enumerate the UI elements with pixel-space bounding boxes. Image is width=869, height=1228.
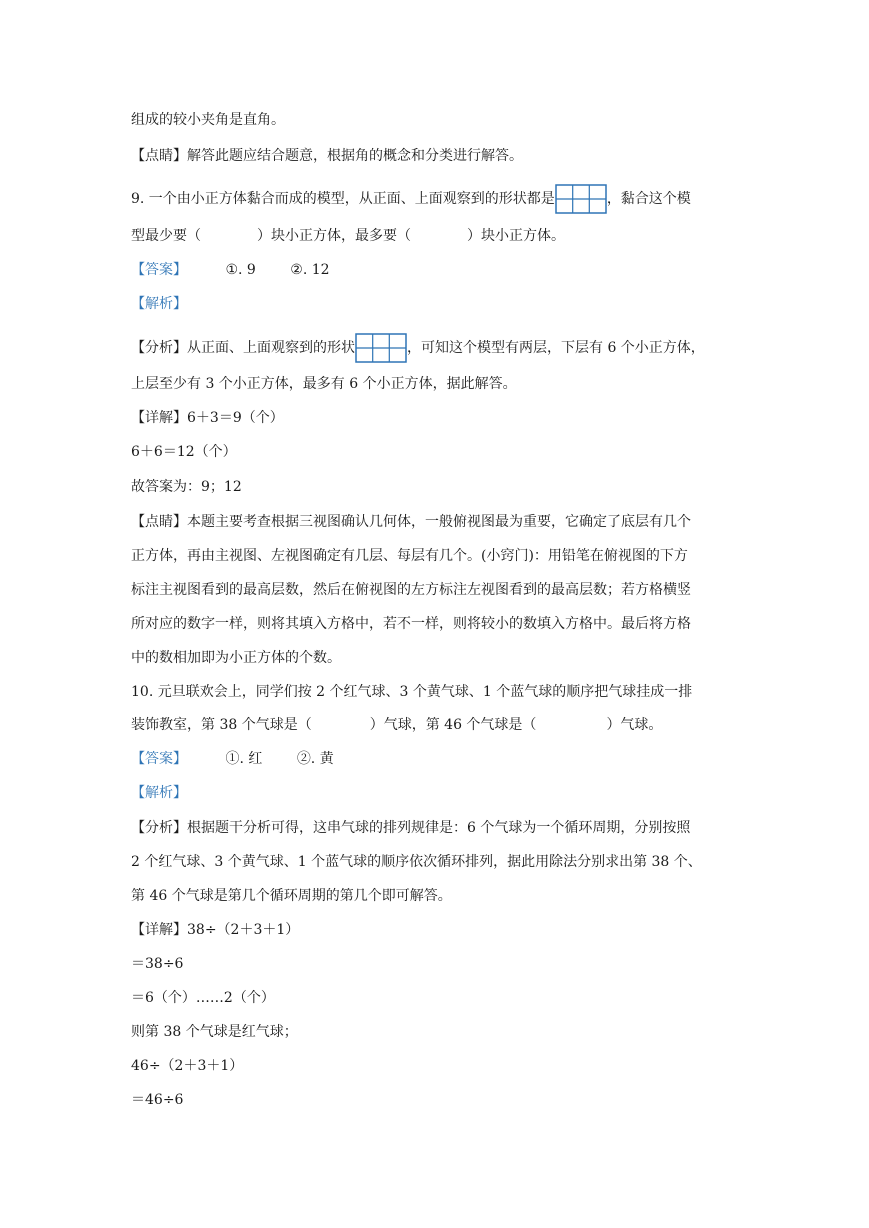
- three-square-grid-figure: [555, 184, 607, 214]
- question-9-text: 9. 一个由小正方体黏合而成的模型，从正面、上面观察到的形状都是: [131, 191, 555, 207]
- text-line: ＝6（个）……2（个）: [131, 990, 275, 1006]
- text-line: 故答案为：9；12: [131, 479, 242, 495]
- text-segment: 型最少要（: [131, 228, 201, 244]
- text-line: 6＋6＝12（个）: [131, 444, 237, 460]
- text-line: ＝38÷6: [131, 956, 184, 972]
- text-line: 【点睛】本题主要考查根据三视图确认几何体，一般俯视图最为重要，它确定了底层有几个: [131, 514, 691, 530]
- answer-10-line: [131, 749, 334, 769]
- text-line: 标注主视图看到的最高层数，然后在俯视图的左方标注左视图看到的最高层数；若方格横竖: [131, 582, 691, 598]
- text-line: 则第 38 个气球是红气球；: [131, 1024, 298, 1040]
- text-line: 中的数相加即为小正方体的个数。: [131, 650, 341, 666]
- text-line: 46÷（2＋3＋1）: [131, 1058, 244, 1074]
- text-line: ＝46÷6: [131, 1092, 184, 1108]
- text-segment: ，可知这个模型有两层，下层有 6 个小正方体，: [407, 340, 705, 356]
- answer-value: ①. 9: [225, 262, 256, 278]
- text-segment: 【分析】从正面、上面观察到的形状: [131, 340, 355, 356]
- answer-tag: 【答案】: [131, 262, 187, 278]
- answer-tag: 【答案】: [131, 751, 187, 767]
- answer-9-line: [131, 260, 330, 280]
- text-line: 第 46 个气球是第几个循环周期的第几个即可解答。: [131, 888, 452, 904]
- text-segment: ）块小正方体。: [467, 228, 565, 244]
- analysis-tag: 【解析】: [131, 296, 187, 312]
- text-line: 所对应的数字一样，则将其填入方格中，若不一样，则将较小的数填入方格中。最后将方格: [131, 616, 691, 632]
- analysis-9-line: [131, 333, 705, 363]
- text-segment: ）气球，第 46 个气球是（: [369, 717, 537, 733]
- question-9-line-2: [131, 226, 565, 246]
- text-segment: 装饰教室，第 38 个气球是（: [131, 717, 312, 733]
- text-segment: ）气球。: [606, 717, 663, 733]
- text-line: 2 个红气球、3 个黄气球、1 个蓝气球的顺序依次循环排列，据此用除法分别求出第 38 个、: [131, 854, 702, 870]
- answer-value: ②. 黄: [296, 751, 334, 767]
- text-line: 【分析】根据题干分析可得，这串气球的排列规律是：6 个气球为一个循环周期，分别按照: [131, 820, 691, 836]
- question-9-text-cont: ，黏合这个模: [606, 191, 691, 207]
- answer-value: ②. 12: [290, 262, 330, 278]
- text-line: 上层至少有 3 个小正方体，最多有 6 个小正方体，据此解答。: [131, 376, 517, 392]
- text-line: 组成的较小夹角是直角。: [131, 112, 285, 128]
- answer-value: ①. 红: [225, 751, 263, 767]
- text-segment: ）块小正方体，最多要（: [257, 228, 411, 244]
- text-line: 正方体，再由主视图、左视图确定有几层、每层有几个。(小窍门)：用铅笔在俯视图的下方: [131, 548, 688, 564]
- analysis-tag: 【解析】: [131, 785, 187, 801]
- text-line: 【详解】6＋3＝9（个）: [131, 410, 284, 426]
- question-9-line: [131, 184, 691, 214]
- comment-line: 【点睛】解答此题应结合题意，根据角的概念和分类进行解答。: [131, 148, 523, 164]
- three-square-grid-figure: [355, 333, 407, 363]
- question-10-line-2: [131, 715, 662, 735]
- text-line: 【详解】38÷（2＋3＋1）: [131, 922, 300, 938]
- question-10-line: 10. 元旦联欢会上，同学们按 2 个红气球、3 个黄气球、1 个蓝气球的顺序把气球挂成一排: [131, 684, 693, 700]
